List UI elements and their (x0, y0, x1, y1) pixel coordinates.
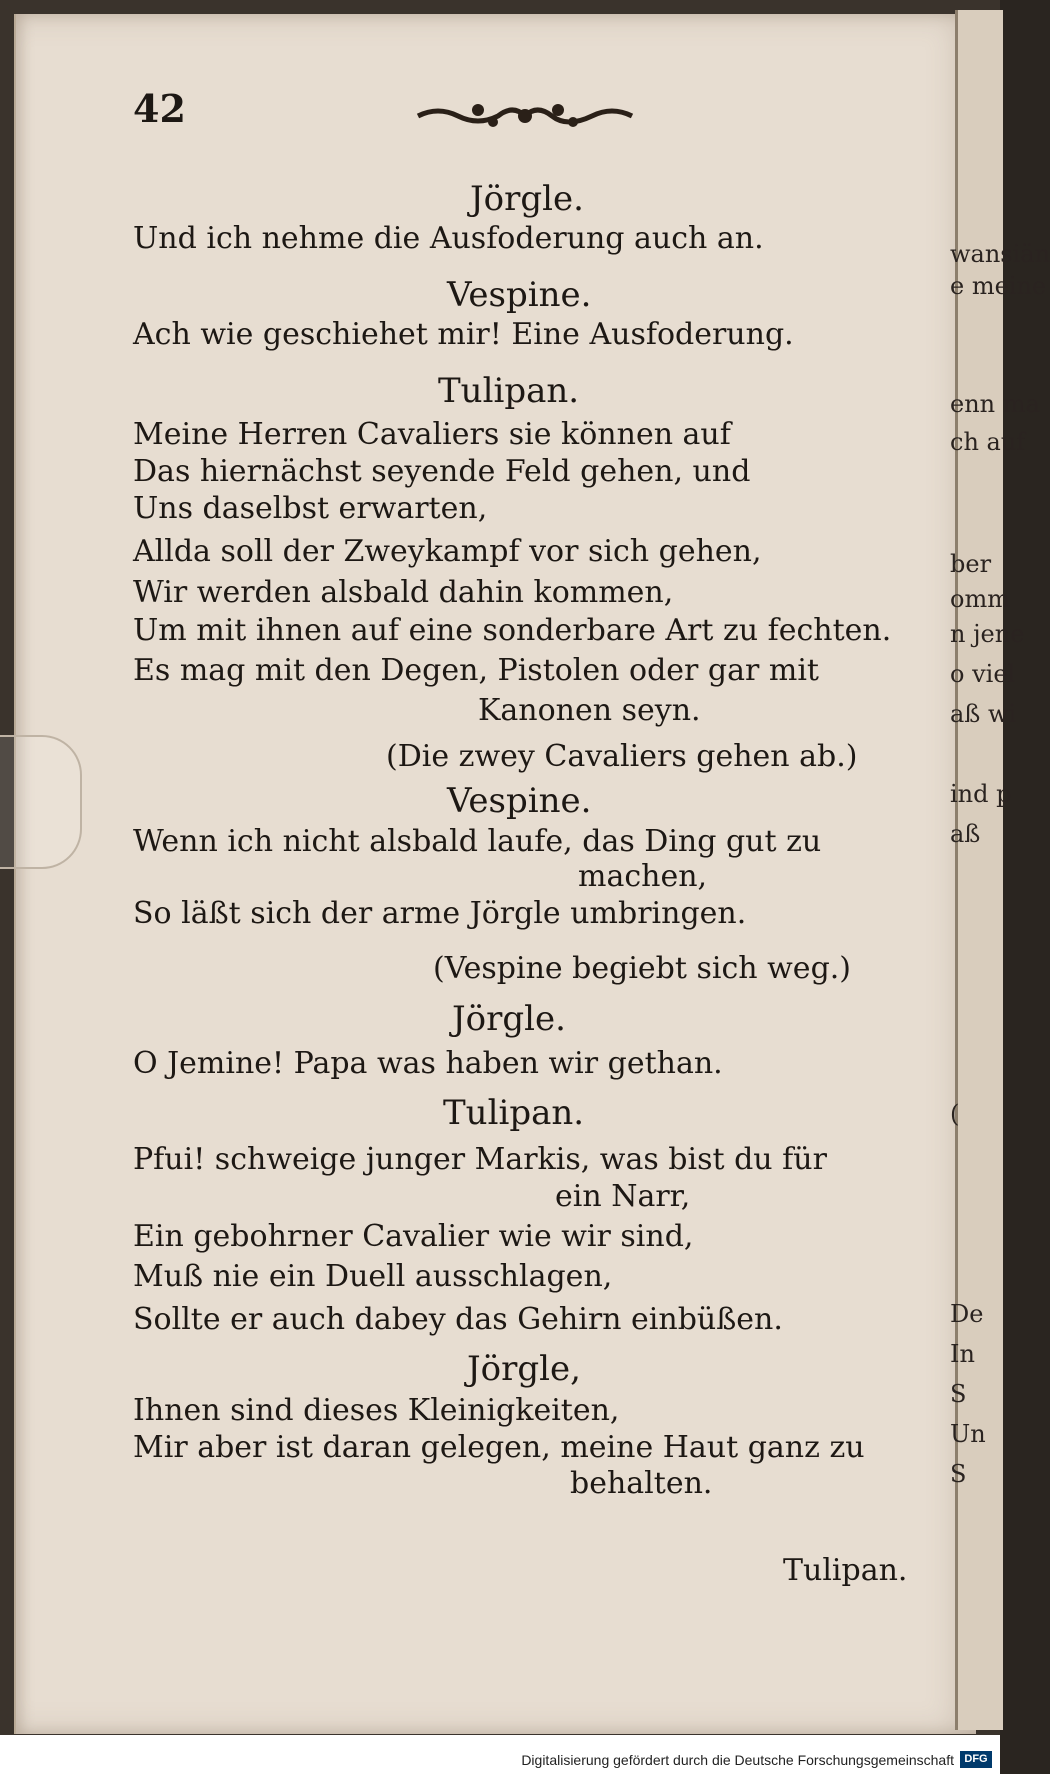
next-page-fragment: ch auf (950, 428, 1026, 456)
text-line: Uns daselbst erwarten, (133, 491, 488, 526)
speaker-tulipan: Tulipan. (443, 1093, 585, 1133)
next-page-fragment: S (950, 1380, 967, 1408)
speaker-jorgle: Jörgle. (452, 999, 566, 1039)
next-page-fragment: n jene (950, 620, 1025, 648)
text-line: ein Narr, (555, 1179, 691, 1214)
text-line: Kanonen seyn. (478, 693, 701, 728)
speaker-vespine: Vespine. (447, 275, 592, 315)
speaker-jorgle: Jörgle, (467, 1349, 581, 1389)
next-page-fragment: ind p (950, 780, 1012, 808)
footer-credit: Digitalisierung gefördert durch die Deutsche Forschungsgemeinschaft (521, 1752, 954, 1768)
text-line: Um mit ihnen auf eine sonderbare Art zu fechten. (133, 613, 892, 648)
next-page-fragment: wansiän (950, 240, 1050, 268)
next-page-fragment: aß (950, 820, 981, 848)
next-page-fragment: S (950, 1460, 967, 1488)
speaker-vespine: Vespine. (447, 781, 592, 821)
text-line: Es mag mit den Degen, Pistolen oder gar mit (133, 653, 819, 688)
next-page-fragment: ber (950, 550, 992, 578)
next-page-fragment: o viel (950, 660, 1016, 688)
text-line: Und ich nehme die Ausfoderung auch an. (133, 221, 764, 256)
speaker-jorgle: Jörgle. (470, 179, 584, 219)
stage-direction: (Vespine begiebt sich weg.) (433, 951, 852, 986)
next-page-fragment: In (950, 1340, 975, 1368)
text-line: machen, (578, 859, 708, 894)
next-page-fragment: omm (950, 585, 1010, 613)
text-line: Allda soll der Zweykampf vor sich gehen, (133, 534, 762, 569)
text-line: Muß nie ein Duell ausschlagen, (133, 1259, 613, 1294)
text-line: Ach wie geschiehet mir! Eine Ausfoderung. (133, 317, 794, 352)
text-line: Ihnen sind dieses Kleinigkeiten, (133, 1393, 620, 1428)
stage-direction: (Die zwey Cavaliers gehen ab.) (386, 739, 858, 774)
text-line: Sollte er auch dabey das Gehirn einbüßen. (133, 1302, 783, 1337)
speaker-tulipan: Tulipan. (438, 371, 580, 411)
text-line: So läßt sich der arme Jörgle umbringen. (133, 896, 747, 931)
text-line: behalten. (570, 1466, 713, 1501)
text-line: Pfui! schweige junger Markis, was bist du für (133, 1142, 827, 1177)
next-page-fragment: e meine (950, 272, 1047, 300)
page-clip (0, 735, 82, 869)
next-page-fragment: aß wi (950, 700, 1017, 728)
text-line: Wenn ich nicht alsbald laufe, das Ding gut zu (133, 824, 822, 859)
dfg-logo-icon: DFG (960, 1751, 992, 1768)
text-line: Das hiernächst seyende Feld gehen, und (133, 454, 751, 489)
text-line: Wir werden alsbald dahin kommen, (133, 575, 674, 610)
next-page-fragment: De (950, 1300, 984, 1328)
text-line: Ein gebohrner Cavalier wie wir sind, (133, 1219, 694, 1254)
ornament-vignette (418, 96, 632, 136)
next-page-fragment: Un (950, 1420, 986, 1448)
next-page-fragment: ( (950, 1100, 960, 1128)
text-line: Mir aber ist daran gelegen, meine Haut ganz zu (133, 1430, 865, 1465)
book-page (14, 14, 976, 1734)
text-line: O Jemine! Papa was haben wir gethan. (133, 1046, 723, 1081)
catchword: Tulipan. (783, 1553, 908, 1588)
text-line: Meine Herren Cavaliers sie können auf (133, 417, 731, 452)
page-number: 42 (133, 86, 186, 131)
next-page-fragment: enn ma (950, 390, 1040, 418)
